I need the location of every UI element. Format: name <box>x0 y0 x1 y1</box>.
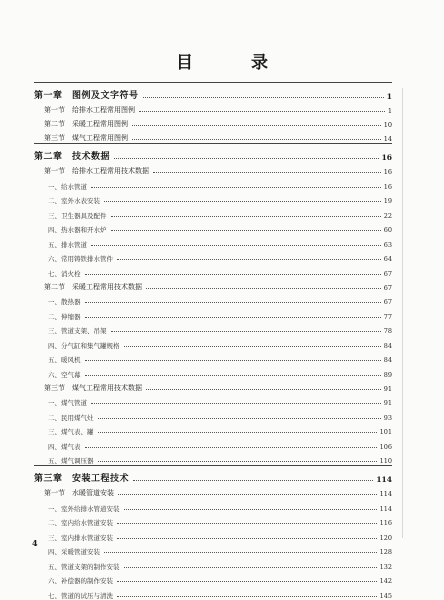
toc-item[interactable] <box>34 571 392 586</box>
toc-entry-page: 60 <box>383 226 392 234</box>
toc-section[interactable] <box>34 115 392 129</box>
toc-item[interactable] <box>34 335 392 350</box>
toc-entry-label: 四、采暖管道安装 <box>48 548 100 556</box>
leader-dots <box>117 580 377 582</box>
leader-dots <box>117 522 377 524</box>
leader-dots <box>111 229 381 231</box>
chapter-3-block <box>34 465 392 600</box>
toc-entry-page: 16 <box>383 182 392 191</box>
toc-entry-label: 三、煤气表、罐 <box>48 428 94 436</box>
toc-entry-label: 五、暖风机 <box>48 356 81 364</box>
toc-item[interactable] <box>34 234 392 249</box>
toc-entry-page: 114 <box>379 490 392 498</box>
leader-dots <box>124 566 377 568</box>
toc-item[interactable] <box>34 263 392 278</box>
toc-entry-page: 93 <box>383 413 392 422</box>
toc-item[interactable] <box>34 422 392 437</box>
toc-entry-page: 22 <box>383 211 392 220</box>
leader-dots <box>91 186 381 188</box>
toc-item[interactable] <box>34 220 392 235</box>
toc-entry-label: 三、卫生器具及配件 <box>48 211 107 220</box>
leader-dots <box>132 124 381 126</box>
toc-entry-page: 1 <box>386 92 392 101</box>
toc-entry-page: 89 <box>383 370 392 379</box>
toc-chapter-2[interactable] <box>34 144 392 162</box>
toc-entry-label: 第一节 水暖管道安装 <box>44 489 114 497</box>
toc-entry-page: 16 <box>381 153 392 162</box>
toc-entry-label: 六、补偿器的制作安装 <box>48 577 113 585</box>
toc-item[interactable] <box>34 436 392 451</box>
leader-dots <box>104 551 377 553</box>
toc-entry-page: 114 <box>376 475 392 484</box>
toc-entry-label: 第一节 给排水工程常用图例 <box>44 106 135 114</box>
leader-dots <box>85 374 381 376</box>
toc-entry-label: 第二节 采暖工程常用技术数据 <box>44 282 142 291</box>
toc-entry-page: 106 <box>379 442 392 451</box>
toc-entry-page: 128 <box>379 548 392 556</box>
leader-dots <box>98 431 377 433</box>
leader-dots <box>118 493 377 495</box>
toc-item[interactable] <box>34 542 392 557</box>
toc-entry-page: 67 <box>383 298 392 306</box>
toc-entry-label: 二、室外水表安装 <box>48 197 100 205</box>
leader-dots <box>91 244 381 246</box>
toc-entry-label: 第一章 图例及文字符号 <box>34 91 139 101</box>
toc-entry-page: 142 <box>379 577 392 585</box>
toc-entry-label: 五、排水管道 <box>48 240 87 249</box>
toc-item[interactable] <box>34 585 392 600</box>
leader-dots <box>133 479 373 481</box>
toc-entry-label: 六、空气幕 <box>48 370 81 379</box>
toc-section[interactable] <box>34 101 392 115</box>
leader-dots <box>114 157 379 159</box>
toc-item[interactable] <box>34 407 392 422</box>
toc-item[interactable] <box>34 513 392 528</box>
toc-item[interactable] <box>34 176 392 191</box>
toc-entry-page: 19 <box>383 197 392 205</box>
toc-entry-label: 二、室内给水管道安装 <box>48 519 113 527</box>
toc-item[interactable] <box>34 527 392 542</box>
toc-item[interactable] <box>34 292 392 307</box>
toc-entry-label: 五、煤气调压器 <box>48 457 94 465</box>
toc-entry-label: 四、分气缸和集气罐规格 <box>48 341 120 350</box>
toc-chapter-3[interactable] <box>34 466 392 484</box>
toc-entry-page: 91 <box>383 399 392 407</box>
toc-entry-page: 114 <box>379 504 392 513</box>
toc-entry-label: 第三节 煤气工程常用图例 <box>44 134 128 142</box>
toc-entry-page: 110 <box>379 457 392 465</box>
toc-entry-page: 132 <box>379 562 392 571</box>
toc-item[interactable] <box>34 498 392 513</box>
toc-section[interactable] <box>34 162 392 176</box>
leader-dots <box>98 417 381 419</box>
toc-section[interactable] <box>34 379 392 393</box>
toc-entry-page: 1 <box>387 107 392 115</box>
toc-item[interactable] <box>34 321 392 336</box>
leader-dots <box>111 215 381 217</box>
toc-entry-page: 101 <box>379 428 392 436</box>
toc-entry-label: 二、民用煤气灶 <box>48 413 94 422</box>
toc-entry-label: 五、管道支架的制作安装 <box>48 562 120 571</box>
toc-entry-label: 三、管道支架、吊架 <box>48 327 107 335</box>
toc-entry-label: 第三章 安装工程技术 <box>34 474 130 484</box>
leader-dots <box>85 446 377 448</box>
leader-dots <box>146 287 381 289</box>
toc-entry-label: 第二章 技术数据 <box>34 152 111 162</box>
chapter-2-block <box>34 143 392 465</box>
toc-entry-label: 第三节 煤气工程常用技术数据 <box>44 383 142 392</box>
toc-entry-page: 84 <box>383 341 392 350</box>
toc-item[interactable] <box>34 191 392 206</box>
toc-entry-label: 四、煤气表 <box>48 442 81 451</box>
chapter-1-block <box>34 82 392 143</box>
toc-item[interactable] <box>34 350 392 365</box>
toc-section[interactable] <box>34 278 392 292</box>
toc-entry-page: 91 <box>383 384 392 393</box>
toc-entry-label: 一、给水管道 <box>48 182 87 191</box>
leader-dots <box>111 330 381 332</box>
toc-entry-page: 64 <box>383 255 392 263</box>
toc-item[interactable] <box>34 205 392 220</box>
leader-dots <box>85 359 381 361</box>
toc-section[interactable] <box>34 129 392 143</box>
leader-dots <box>117 537 377 539</box>
toc-item[interactable] <box>34 393 392 408</box>
toc-entry-label: 二、伸缩器 <box>48 312 81 321</box>
toc-entry-page: 14 <box>383 135 392 143</box>
toc-entry-label: 一、室外给排水管道安装 <box>48 504 120 513</box>
toc-entry-page: 67 <box>383 269 392 278</box>
toc-entry-label: 一、煤气管道 <box>48 399 87 407</box>
leader-dots <box>104 200 381 202</box>
toc-entry-page: 77 <box>383 312 392 321</box>
toc-entry-label: 一、散热器 <box>48 298 81 306</box>
toc-entry-label: 第一节 给排水工程常用技术数据 <box>44 167 149 175</box>
leader-dots <box>132 138 381 140</box>
leader-dots <box>85 301 381 303</box>
leader-dots <box>98 460 377 462</box>
toc-entry-page: 10 <box>383 121 392 129</box>
toc-entry-label: 三、室内排水管道安装 <box>48 533 113 542</box>
table-of-contents <box>34 82 392 600</box>
toc-entry-page: 116 <box>379 519 392 527</box>
leader-dots <box>117 595 377 597</box>
toc-entry-page: 16 <box>383 168 392 176</box>
toc-item[interactable] <box>34 306 392 321</box>
toc-entry-label: 六、常用铸铁排水管件 <box>48 255 113 263</box>
toc-entry-page: 78 <box>383 327 392 335</box>
leader-dots <box>117 258 381 260</box>
page-number: 4 <box>32 538 38 548</box>
toc-entry-label: 第二节 采暖工程常用图例 <box>44 120 128 128</box>
toc-entry-label: 四、热水器和开水炉 <box>48 226 107 234</box>
toc-item[interactable] <box>34 451 392 466</box>
leader-dots <box>139 110 385 112</box>
toc-entry-page: 84 <box>383 356 392 364</box>
leader-dots <box>124 508 377 510</box>
toc-item[interactable] <box>34 364 392 379</box>
toc-item[interactable] <box>34 556 392 571</box>
toc-entry-page: 145 <box>379 591 392 600</box>
leader-dots <box>153 171 381 173</box>
leader-dots <box>146 388 381 390</box>
leader-dots <box>85 316 381 318</box>
toc-chapter-1[interactable] <box>34 83 392 101</box>
leader-dots <box>91 402 381 404</box>
toc-section[interactable] <box>34 484 392 498</box>
toc-entry-label: 七、消火栓 <box>48 269 81 278</box>
leader-dots <box>85 273 381 275</box>
leader-dots <box>143 96 384 98</box>
scan-edge-line <box>402 88 403 538</box>
toc-item[interactable] <box>34 249 392 264</box>
toc-entry-page: 63 <box>383 240 392 249</box>
toc-entry-label: 七、管道的试压与清洗 <box>48 591 113 600</box>
leader-dots <box>124 345 381 347</box>
page-title: 目 录 <box>176 53 294 73</box>
toc-entry-page: 67 <box>383 283 392 292</box>
toc-entry-page: 120 <box>379 533 392 542</box>
